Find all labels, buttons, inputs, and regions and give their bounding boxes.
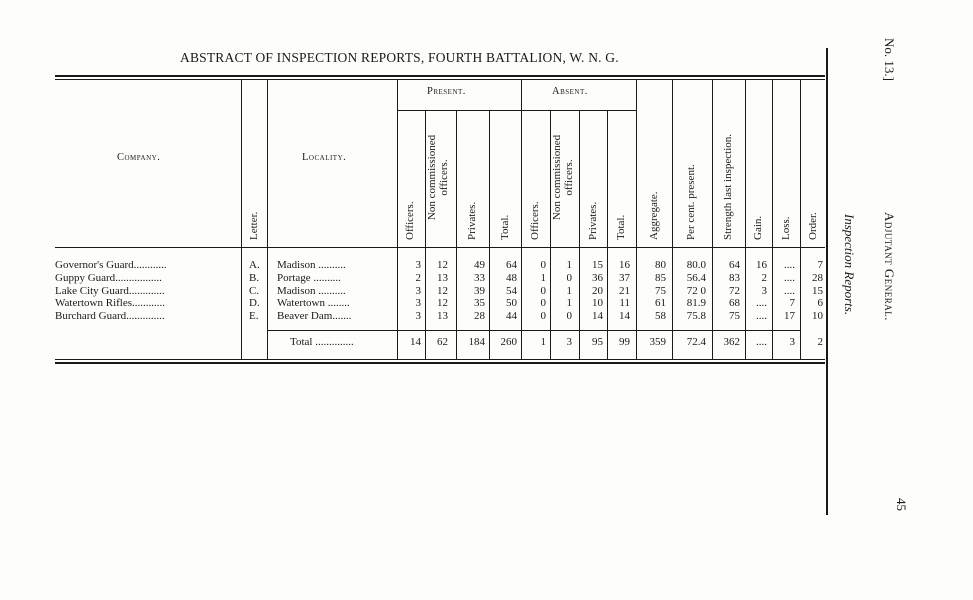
gain-cell: .... xyxy=(756,297,767,310)
a-nco-cell: 1 xyxy=(566,259,572,271)
per-cent-cell: 81.9 xyxy=(686,297,706,310)
header-present-officers: Officers. xyxy=(404,201,416,240)
p-nco-cell: 12 xyxy=(437,259,448,271)
company-cell: Burchard Guard.............. xyxy=(55,310,165,323)
header-locality: Locality. xyxy=(302,152,347,163)
letter-cell: D. xyxy=(249,297,260,310)
loss-cell: 7 xyxy=(789,297,795,310)
a-priv-cell: 15 xyxy=(592,259,603,271)
loss-cell: .... xyxy=(784,259,795,271)
header-order: Order. xyxy=(807,212,819,240)
header-bottom-rule xyxy=(55,247,825,248)
a-off-cell: 1 xyxy=(540,271,546,284)
locality-cell: Watertown ........ xyxy=(277,297,350,310)
per-cent-cell: 56.4 xyxy=(686,271,706,284)
a-total-cell: 16 xyxy=(619,259,630,271)
a-priv-cell: 36 xyxy=(592,271,603,284)
col-rule xyxy=(241,79,242,359)
header-letter: Letter. xyxy=(248,211,260,240)
running-head-title: Adjutant General. xyxy=(882,212,897,322)
a-priv-cell: 20 xyxy=(592,284,603,297)
order-cell: 10 xyxy=(812,310,823,323)
bottom-rule-thin xyxy=(55,359,825,360)
p-nco-cell: 12 xyxy=(437,297,448,310)
header-absent-nco xyxy=(551,115,575,240)
a-nco-cell: 1 xyxy=(566,297,572,310)
letter-cell: E. xyxy=(249,310,259,323)
a-nco-cell: 1 xyxy=(566,284,572,297)
gain-cell: 2 xyxy=(761,271,767,284)
a-nco-cell: 0 xyxy=(566,310,572,323)
total-gain-cell: .... xyxy=(756,336,767,348)
header-present-total: Total. xyxy=(499,214,511,240)
strength-cell: 83 xyxy=(729,271,740,284)
aggregate-cell: 61 xyxy=(655,297,666,310)
header-absent: Absent. xyxy=(552,86,588,97)
header-absent-officers: Officers. xyxy=(529,201,541,240)
a-off-cell: 0 xyxy=(540,284,546,297)
aggregate-cell: 58 xyxy=(655,310,666,323)
page-title: ABSTRACT OF INSPECTION REPORTS, FOURTH BATTALION, W. N. G. xyxy=(180,50,619,65)
total-p-total-cell: 260 xyxy=(500,336,517,348)
side-section-title: Inspection Reports. xyxy=(842,214,857,316)
p-total-cell: 64 xyxy=(506,259,517,271)
total-p-off-cell: 14 xyxy=(410,336,421,348)
p-total-cell: 54 xyxy=(506,284,517,297)
header-absent-total: Total. xyxy=(615,214,627,240)
p-total-cell: 48 xyxy=(506,271,517,284)
page-side-rule xyxy=(826,48,828,515)
locality-cell: Portage .......... xyxy=(277,271,341,284)
total-per-cent-cell: 72.4 xyxy=(686,336,706,348)
p-priv-cell: 39 xyxy=(474,284,485,297)
locality-cell: Madison .......... xyxy=(277,284,346,297)
letter-cell: C. xyxy=(249,284,260,297)
strength-cell: 68 xyxy=(729,297,740,310)
gain-cell: 3 xyxy=(761,284,767,297)
total-aggregate-cell: 359 xyxy=(649,336,666,348)
p-nco-cell: 13 xyxy=(437,310,448,323)
a-total-cell: 11 xyxy=(619,297,630,310)
total-a-priv-cell: 95 xyxy=(592,336,603,348)
letter-cell: B. xyxy=(249,271,260,284)
absent-group-rule xyxy=(521,110,636,111)
header-strength: Strength last inspection. xyxy=(722,133,734,240)
letter-cell: A. xyxy=(249,259,260,271)
total-p-priv-cell: 184 xyxy=(468,336,485,348)
p-priv-cell: 49 xyxy=(474,259,485,271)
total-p-nco-cell: 62 xyxy=(437,336,448,348)
total-label: Total .............. xyxy=(290,336,354,348)
locality-cell: Beaver Dam....... xyxy=(277,310,352,323)
p-priv-cell: 28 xyxy=(474,310,485,323)
gain-cell: .... xyxy=(756,310,767,323)
a-total-cell: 14 xyxy=(619,310,630,323)
header-company: Company. xyxy=(117,152,161,163)
p-off-cell: 3 xyxy=(415,297,421,310)
order-cell: 15 xyxy=(812,284,823,297)
strength-cell: 64 xyxy=(729,259,740,271)
nco-line-1: Non commissioned xyxy=(551,134,563,221)
order-cell: 6 xyxy=(817,297,823,310)
header-present-nco xyxy=(426,115,450,240)
company-cell: Lake City Guard............. xyxy=(55,284,165,297)
header-loss: Loss. xyxy=(780,216,792,240)
header-per-cent: Per cent. present. xyxy=(685,164,697,240)
aggregate-cell: 80 xyxy=(655,259,666,271)
col-rule xyxy=(267,79,268,359)
a-nco-cell: 0 xyxy=(566,271,572,284)
p-off-cell: 3 xyxy=(415,259,421,271)
p-priv-cell: 33 xyxy=(474,271,485,284)
bottom-rule-thick xyxy=(55,362,825,364)
order-cell: 7 xyxy=(817,259,823,271)
header-present: Present. xyxy=(427,86,466,97)
p-total-cell: 44 xyxy=(506,310,517,323)
order-cell: 28 xyxy=(812,271,823,284)
company-cell: Watertown Rifles............ xyxy=(55,297,166,310)
aggregate-cell: 75 xyxy=(655,284,666,297)
p-nco-cell: 13 xyxy=(437,271,448,284)
gain-cell: 16 xyxy=(756,259,767,271)
nco-line-2: officers. xyxy=(563,159,575,196)
a-off-cell: 0 xyxy=(540,297,546,310)
aggregate-cell: 85 xyxy=(655,271,666,284)
per-cent-cell: 72 0 xyxy=(686,284,706,297)
a-priv-cell: 10 xyxy=(592,297,603,310)
total-a-off-cell: 1 xyxy=(540,336,546,348)
p-off-cell: 3 xyxy=(415,310,421,323)
header-present-privates: Privates. xyxy=(466,201,478,240)
loss-cell: .... xyxy=(784,284,795,297)
present-group-rule xyxy=(397,110,521,111)
p-total-cell: 50 xyxy=(506,297,517,310)
running-head-number: No. 13.] xyxy=(882,38,897,81)
per-cent-cell: 80.0 xyxy=(686,259,706,271)
loss-cell: .... xyxy=(784,271,795,284)
a-total-cell: 37 xyxy=(619,271,630,284)
top-rule-thin xyxy=(55,79,825,80)
page-number: 45 xyxy=(894,498,909,511)
strength-cell: 75 xyxy=(729,310,740,323)
total-rule xyxy=(268,330,800,331)
a-off-cell: 0 xyxy=(540,259,546,271)
total-loss-cell: 3 xyxy=(789,336,795,348)
strength-cell: 72 xyxy=(729,284,740,297)
total-a-nco-cell: 3 xyxy=(566,336,572,348)
p-nco-cell: 12 xyxy=(437,284,448,297)
top-rule-thick xyxy=(55,75,825,77)
per-cent-cell: 75.8 xyxy=(686,310,706,323)
nco-line-1: Non commissioned xyxy=(426,134,438,221)
a-off-cell: 0 xyxy=(540,310,546,323)
p-priv-cell: 35 xyxy=(474,297,485,310)
p-off-cell: 2 xyxy=(415,271,421,284)
total-order-cell: 2 xyxy=(817,336,823,348)
loss-cell: 17 xyxy=(784,310,795,323)
header-absent-privates: Privates. xyxy=(587,201,599,240)
nco-line-2: officers. xyxy=(438,159,450,196)
header-gain: Gain. xyxy=(752,215,764,240)
a-priv-cell: 14 xyxy=(592,310,603,323)
a-total-cell: 21 xyxy=(619,284,630,297)
locality-cell: Madison .......... xyxy=(277,259,346,271)
total-a-total-cell: 99 xyxy=(619,336,630,348)
company-cell: Guppy Guard................. xyxy=(55,271,162,284)
header-aggregate: Aggregate. xyxy=(648,191,660,240)
company-cell: Governor's Guard............ xyxy=(55,259,167,271)
total-strength-cell: 362 xyxy=(723,336,740,348)
p-off-cell: 3 xyxy=(415,284,421,297)
